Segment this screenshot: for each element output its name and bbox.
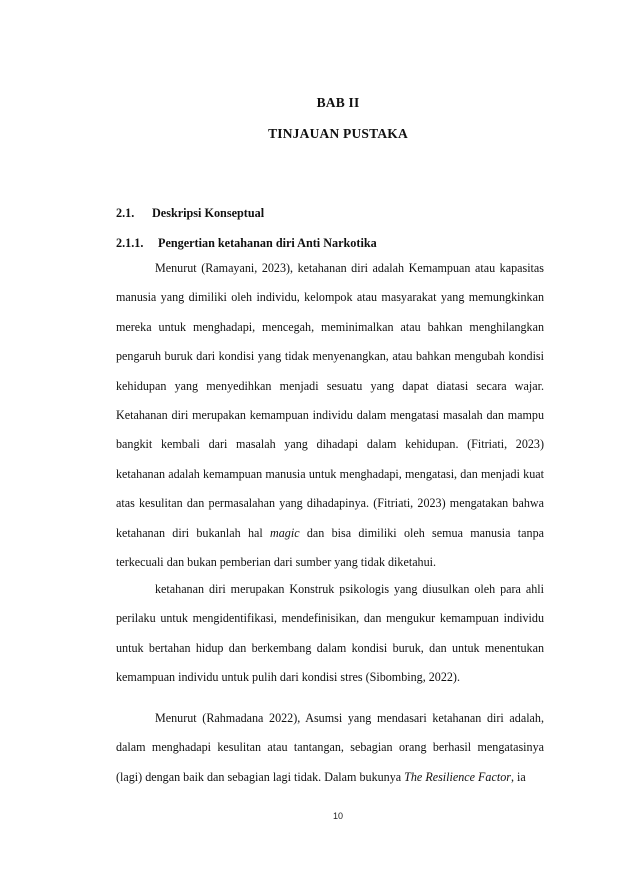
paragraph-text: , ia <box>510 769 526 784</box>
paragraph-2 <box>116 575 544 693</box>
paragraph-text: Menurut (Ramayani, 2023), ketahanan diri adalah Kemampuan atau kapasitas manusia yang dimiliki oleh individu, kelompok atau masyarakat yang memungkinkan mereka untuk menghadapi, mencegah, meminimalkan atau bahkan menghilangkan pengaruh buruk dari kondisi yang tidak menyenangkan, atau bahkan mengubah kondisi kehidupan yang menyedihkan menjadi sesuatu yang dapat diatasi secara wajar. Ketahanan diri merupakan kemampuan individu dalam mengatasi masalah dan mampu bangkit kembali dari masalah yang dihadapi dalam kehidupan. (Fitriati, 2023) ketahanan adalah kemampuan manusia untuk menghadapi, mengatasi, dan menjadi kuat atas kesulitan dan permasalahan yang dihadapinya. (Fitriati, 2023) mengatakan bahwa ketahanan diri bukanlah hal <box>116 261 544 540</box>
section-number: 2.1. <box>116 206 135 220</box>
paragraph-1 <box>116 254 544 577</box>
italic-term: magic <box>270 525 300 540</box>
section-heading-2-1 <box>116 206 264 221</box>
paragraph-text: ketahanan diri merupakan Konstruk psikologis yang diusulkan oleh para ahli perilaku untuk mengidentifikasi, mendefinisikan, dan mengukur kemampuan individu untuk bertahan hidup dan berkembang dalam kondisi buruk, dan untuk menentukan kemampuan individu untuk pulih dari kondisi stres (Sibombing, 2022). <box>116 582 544 685</box>
section-title: Deskripsi Konseptual <box>152 206 265 220</box>
chapter-label: BAB II <box>316 95 360 110</box>
section-heading-2-1-1 <box>116 236 377 251</box>
section-number: 2.1.1. <box>116 236 144 250</box>
paragraph-text: Menurut (Rahmadana 2022), Asumsi yang mendasari ketahanan diri adalah, dalam menghadapi kesulitan atau tantangan, sebagian orang berhasil mengatasinya (lagi) dengan baik dan sebagian lagi tidak. Dalam bukunya <box>116 711 544 784</box>
paragraph-3 <box>116 704 544 792</box>
chapter-title: TINJAUAN PUSTAKA <box>268 126 408 141</box>
section-title: Pengertian ketahanan diri Anti Narkotika <box>158 236 377 250</box>
italic-book-title: The Resilience Factor <box>404 769 511 784</box>
page-number: 10 <box>332 811 343 821</box>
paragraph-text: dan bisa dimiliki oleh semua manusia tanpa terkecuali dan bukan pemberian dari sumber yang tidak diketahui. <box>116 525 544 570</box>
